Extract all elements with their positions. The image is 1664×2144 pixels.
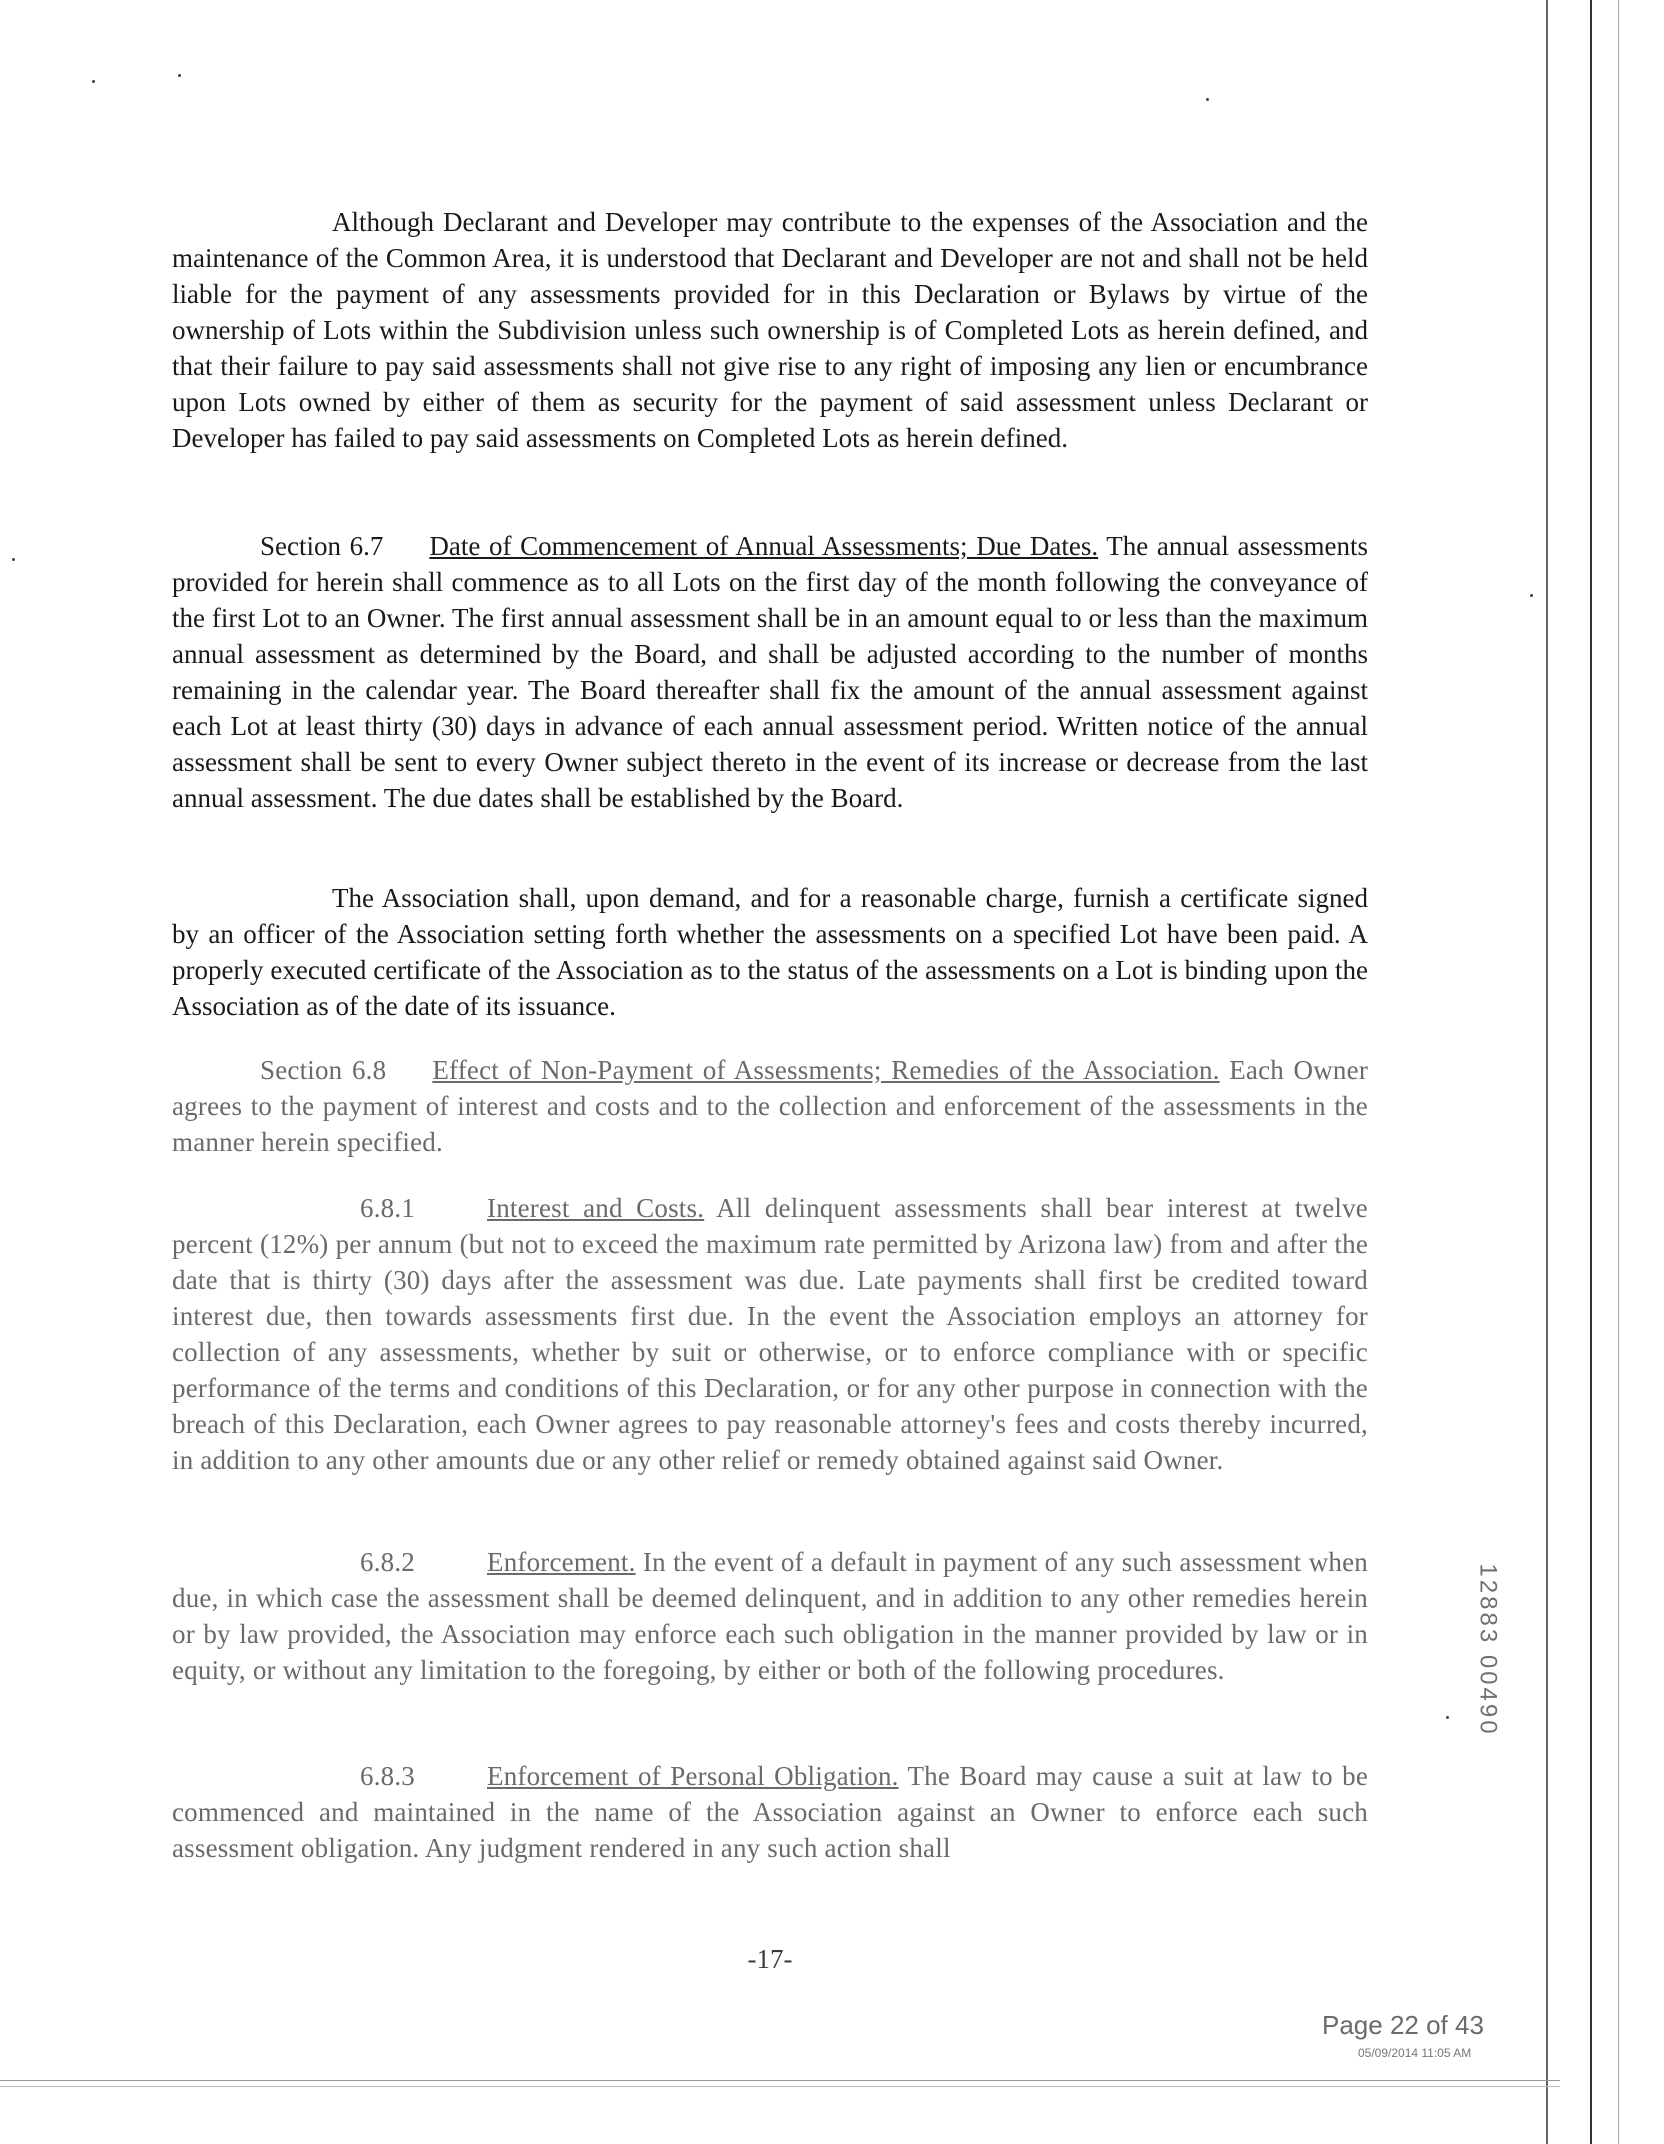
scan-edge-line (1546, 0, 1548, 2144)
section-6-7 (172, 528, 1368, 816)
section-number: Section 6.8 (260, 1055, 387, 1085)
subsection-number: 6.8.3 (360, 1761, 415, 1791)
recorder-date-stamp: 05/09/2014 11:05 AM (1358, 2046, 1472, 2060)
recording-code (1448, 1520, 1528, 1780)
subsection-6-8-3 (172, 1758, 1368, 1866)
section-title: Date of Commencement of Annual Assessments; Due Dates. (429, 531, 1099, 561)
section-body: The annual assessments provided for herein shall commence as to all Lots on the first day of the month following the conveyance of the first Lot to an Owner. The first annual assessment shall be in an amount equal to or less than the maximum annual assessment as determined by the Board, and shall be adjusted according to the number of months remaining in the calendar year. The Board thereafter shall fix the amount of the annual assessment against each Lot at least thirty (30) days in advance of each annual assessment period. Written notice of the annual assessment shall be sent to every Owner subject thereto in the event of its increase or decrease from the last annual assessment. The due dates shall be established by the Board. (172, 531, 1368, 813)
paragraph-certificate: The Association shall, upon demand, and for a reasonable charge, furnish a certificate signed by an officer of the Association setting forth whether the assessments on a specified Lot have been paid. A properly executed certificate of the Association as to the status of the assessments on a Lot is binding upon the Association as of the date of its issuance. (172, 883, 1368, 1021)
subsection-body: All delinquent assessments shall bear interest at twelve percent (12%) per annum (but not to exceed the maximum rate permitted by Arizona law) from and after the date that is thirty (30) days after the assessment was due. Late payments shall first be credited toward interest due, then towards assessments first due. In the event the Association employs an attorney for collection of any assessments, whether by suit or otherwise, or to enforce compliance with or specific performance of the terms and conditions of this Declaration, or for any other purpose in connection with the breach of this Declaration, each Owner agrees to pay reasonable attorney's fees and costs thereby incurred, in addition to any other amounts due or any other relief or remedy obtained against said Owner. (172, 1193, 1368, 1475)
scan-speck (92, 80, 95, 83)
section-6-8 (172, 1052, 1368, 1160)
scan-bottom-line (0, 2086, 1560, 2087)
subsection-body: In the event of a default in payment of any such assessment when due, in which case the assessment shall be deemed delinquent, and in addition to any other remedies herein or by law provided, the Association may enforce each such obligation in the manner provided by law or in equity, or without any limitation to the foregoing, by either or both of the following procedures. (172, 1547, 1368, 1685)
subsection-body: The Board may cause a suit at law to be commenced and maintained in the name of the Association against an Owner to enforce each such assessment obligation. Any judgment rendered in any such action shall (172, 1761, 1369, 1863)
scan-edge-line (1618, 0, 1619, 2144)
scan-edge-line (1590, 0, 1592, 2144)
section-title: Effect of Non-Payment of Assessments; Remedies of the Association. (432, 1055, 1220, 1085)
scan-bottom-line (0, 2080, 1560, 2081)
scan-speck (1206, 98, 1209, 101)
recorder-page-stamp: Page 22 of 43 (1322, 2010, 1484, 2040)
scan-speck (12, 558, 15, 561)
scan-speck (1530, 594, 1533, 597)
subsection-number: 6.8.1 (360, 1193, 415, 1223)
subsection-title: Interest and Costs. (487, 1193, 705, 1223)
section-body: Each Owner agrees to the payment of interest and costs and to the collection and enforcement of the assessments in the manner herein specified. (172, 1055, 1369, 1157)
subsection-6-8-2 (172, 1544, 1368, 1688)
subsection-6-8-1 (172, 1190, 1368, 1478)
subsection-title: Enforcement of Personal Obligation. (487, 1761, 899, 1791)
scan-speck (178, 74, 181, 77)
paragraph-declarant-liability: Although Declarant and Developer may contribute to the expenses of the Association and the maintenance of the Common Area, it is understood that Declarant and Developer are not and shall not be held liable for the payment of any assessments provided for in this Declaration or Bylaws by virtue of the ownership of Lots within the Subdivision unless such ownership is of Completed Lots as herein defined, and that their failure to pay said assessments shall not give rise to any right of imposing any lien or encumbrance upon Lots owned by either of them as security for the payment of said assessment unless Declarant or Developer has failed to pay said assessments on Completed Lots as herein defined. (172, 207, 1368, 453)
section-number: Section 6.7 (260, 531, 384, 561)
subsection-title: Enforcement. (487, 1547, 636, 1577)
subsection-number: 6.8.2 (360, 1547, 415, 1577)
recording-code-text: 12883 00490 (1475, 1563, 1502, 1737)
page-number: -17- (747, 1944, 793, 1974)
